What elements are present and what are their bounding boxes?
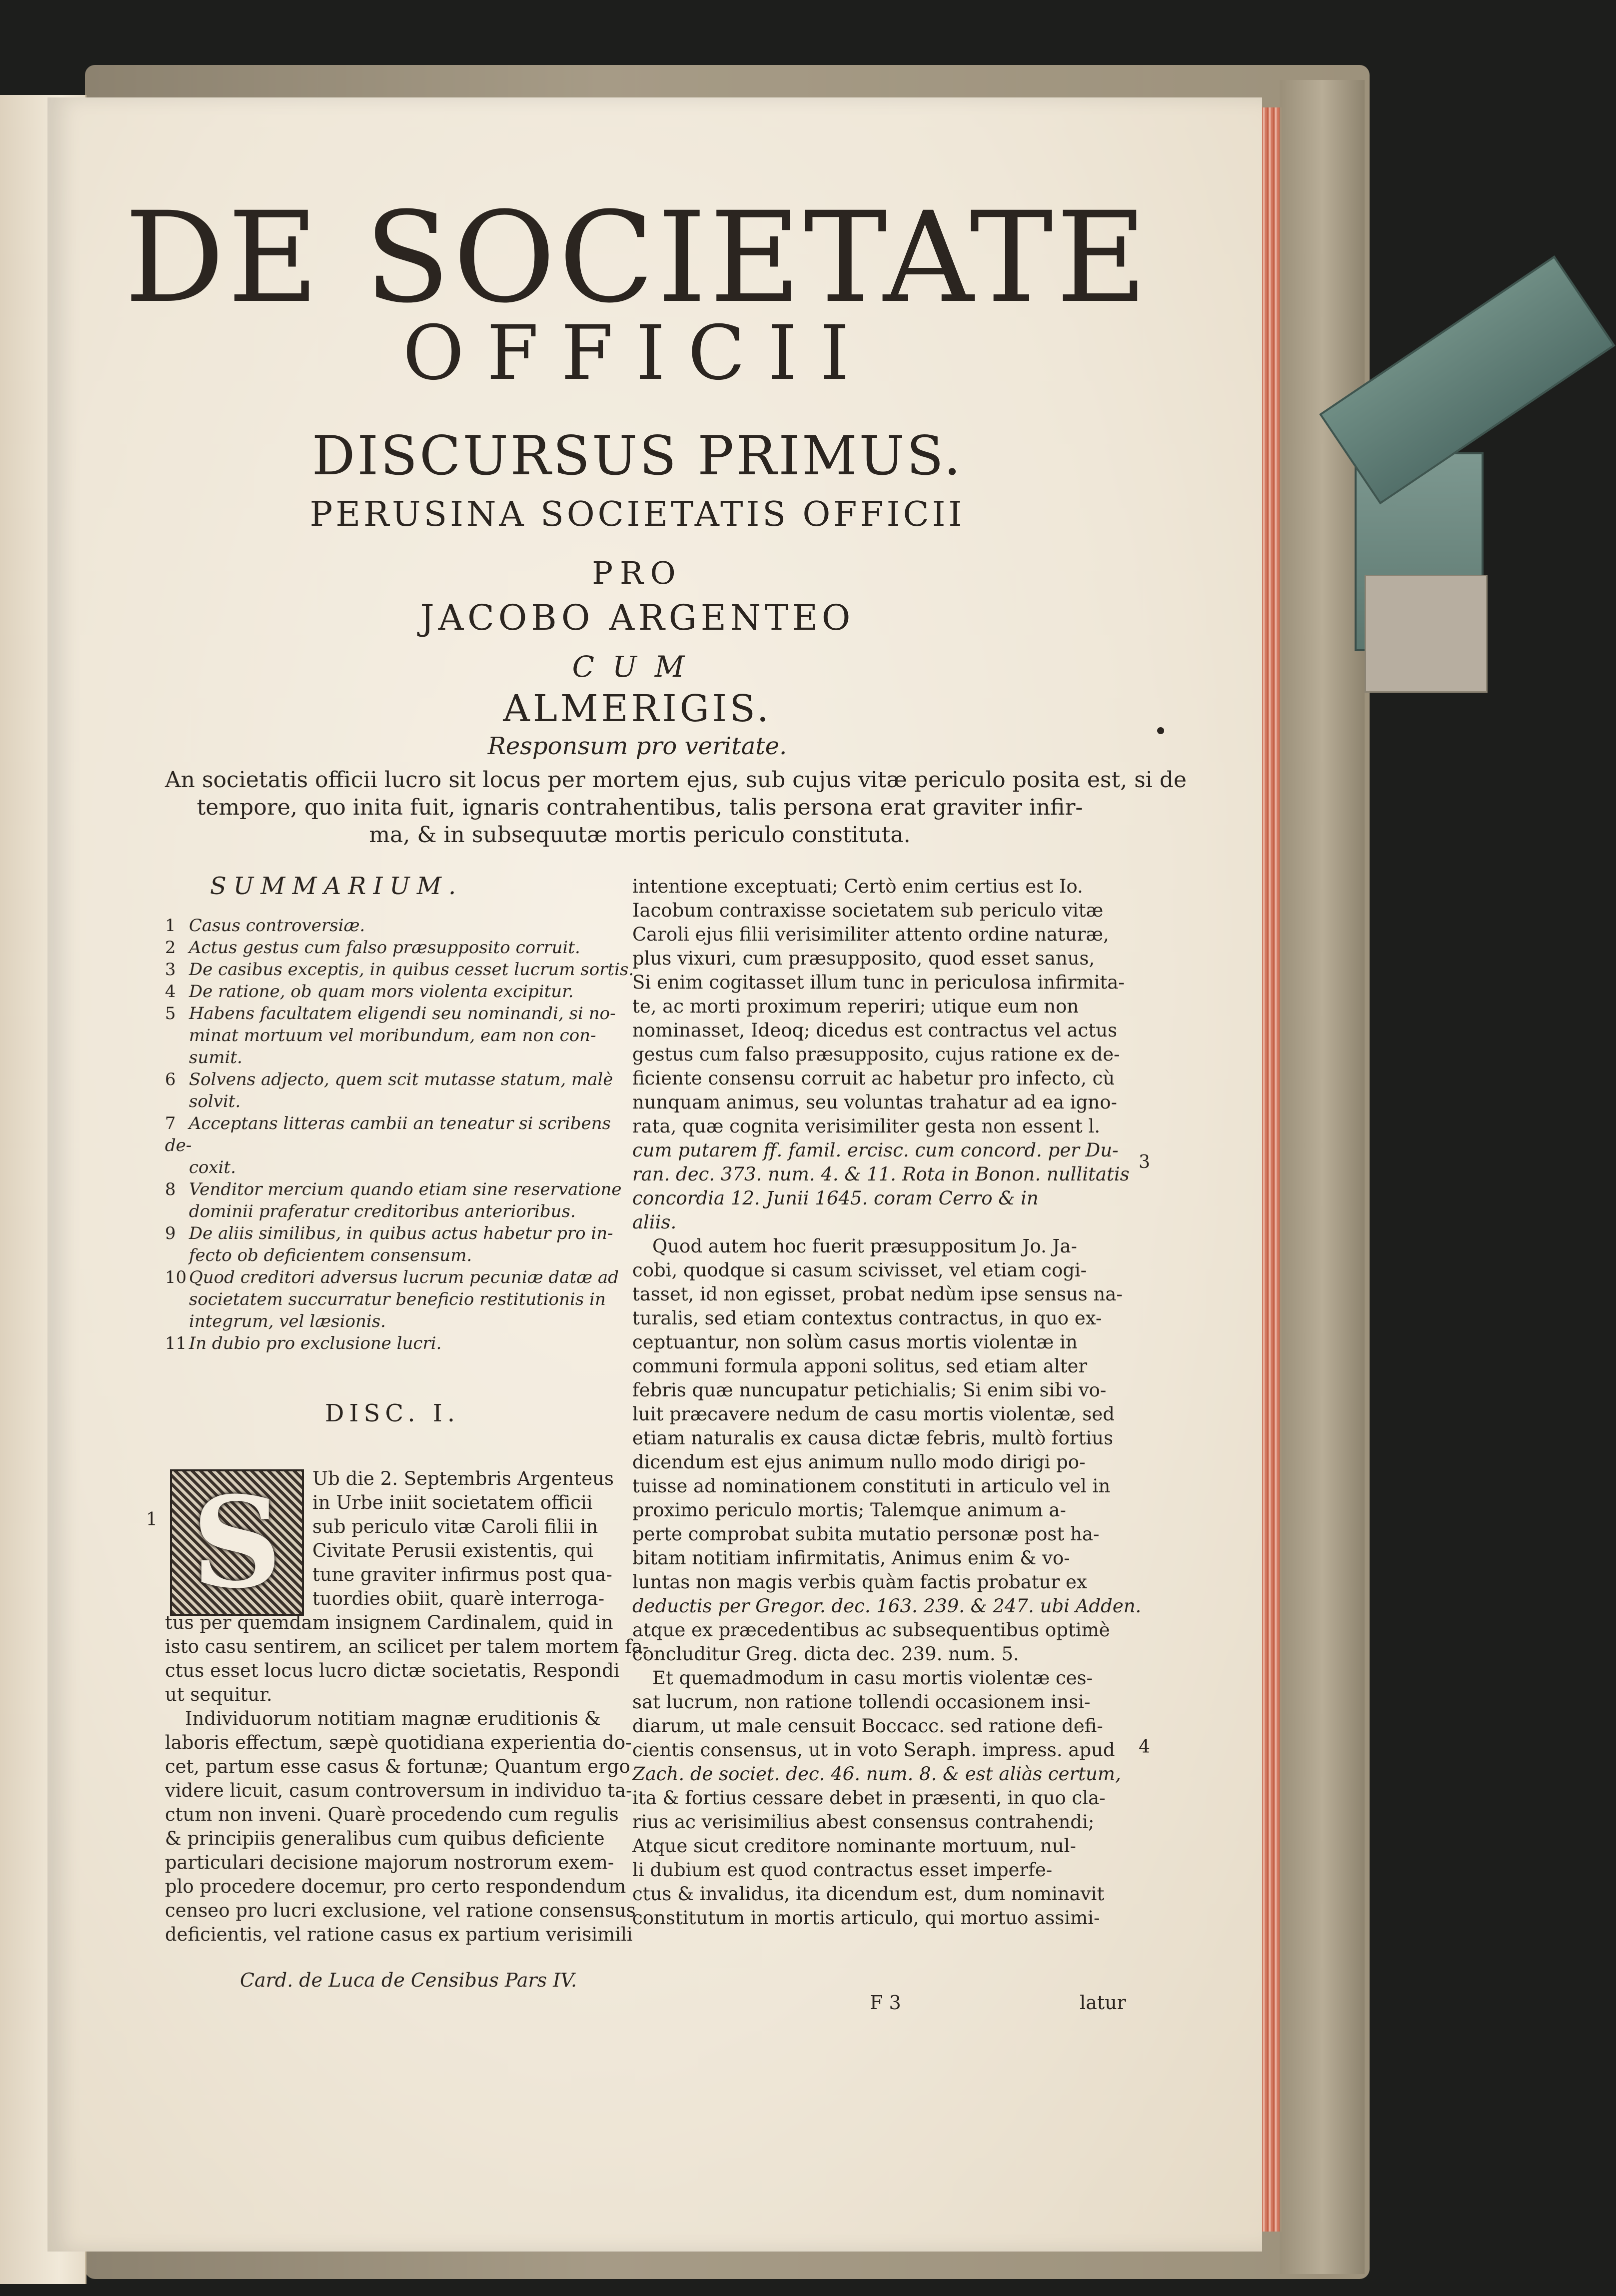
question-line-1: An societatis officii lucro sit locus per mortem ejus, sub cujus vitæ periculo posita est, si de — [165, 767, 1187, 793]
text-line: Individuorum notitiam magnæ eruditionis & — [185, 1708, 601, 1729]
margin-number-3: 3 — [1139, 1152, 1150, 1172]
text-line: communi formula apponi solitus, sed etiam alter — [632, 1355, 1088, 1377]
text-line: rata, quæ cognita verisimiliter gesta non essent l. — [632, 1116, 1101, 1137]
text-line: te, ac morti proximum reperiri; utique eum non — [632, 996, 1079, 1017]
text-line: atque ex præcedentibus ac subsequentibus optimè — [632, 1619, 1110, 1641]
summary-item — [165, 1266, 635, 1332]
text-line: febris quæ nuncupatur petichialis; Si enim sibi vo- — [632, 1379, 1107, 1401]
text-line: ficiente consensu corruit ac habetur pro infecto, cù — [632, 1068, 1115, 1089]
text-line: deductis per Gregor. dec. 163. 239. & 247. ubi Adden. — [632, 1595, 1142, 1617]
text-line: Civitate Perusii existentis, qui — [312, 1540, 594, 1561]
disc-body-text — [165, 1611, 649, 1947]
summary-item — [165, 981, 635, 1003]
item-text: Actus gestus cum falso præsupposito corruit. — [189, 938, 580, 958]
item-text: Solvens adjecto, quem scit mutasse statum, malè — [189, 1070, 613, 1090]
text-line: ut sequitur. — [165, 1684, 272, 1705]
text-line: etiam naturalis ex causa dictæ febris, multò fortius — [632, 1427, 1113, 1449]
question-line-3: ma, & in subsequutæ mortis periculo constituta. — [369, 822, 911, 848]
right-column-text — [632, 875, 1142, 1930]
text-line: concluditur Greg. dicta dec. 239. num. 5. — [632, 1643, 1019, 1665]
case-title: PERUSINA SOCIETATIS OFFICII — [309, 495, 965, 534]
item-text-cont: fecto ob deficientem consensum. — [189, 1245, 472, 1265]
text-line: cobi, quodque si casum scivisset, vel etiam cogi- — [632, 1259, 1087, 1281]
text-line: nunquam animus, seu voluntas trahatur ad ea igno- — [632, 1092, 1117, 1113]
text-line: perte comprobat subita mutatio personæ post ha- — [632, 1523, 1100, 1545]
disc-heading: DISC. I. — [325, 1399, 460, 1427]
item-number: 4 — [165, 982, 176, 1002]
text-line: Quod autem hoc fuerit præsuppositum Jo. Ja- — [652, 1235, 1077, 1257]
text-line: isto casu sentirem, an scilicet per talem mortem fa- — [165, 1636, 649, 1657]
text-line: intentione exceptuati; Certò enim certius est Io. — [632, 876, 1083, 897]
text-line: ctum non inveni. Quarè procedendo cum regulis — [165, 1804, 619, 1825]
item-text: De casibus exceptis, in quibus cesset lucrum sortis. — [189, 960, 634, 980]
text-line: proximo periculo mortis; Talemque animum a- — [632, 1499, 1066, 1521]
disc-indented-text — [312, 1467, 637, 1611]
text-line: ctus esset locus lucro dictæ societatis, Respondi — [165, 1660, 620, 1681]
item-text-cont: sumit. — [189, 1048, 242, 1068]
text-line: aliis. — [632, 1211, 677, 1233]
text-line: tuisse ad nominationem constituti in articulo vel in — [632, 1475, 1111, 1497]
margin-number-4: 4 — [1139, 1737, 1150, 1757]
item-number: 5 — [165, 1004, 176, 1024]
summary-item — [165, 1178, 635, 1222]
catchword: latur — [1080, 1992, 1126, 2014]
text-line: ita & fortius cessare debet in præsenti, in quo cla- — [632, 1787, 1106, 1809]
text-line: ran. dec. 373. num. 4. & 11. Rota in Bonon. nullitatis — [632, 1163, 1130, 1185]
item-text-cont: coxit. — [189, 1157, 236, 1177]
text-line: plo procedere docemur, pro certo respondendum — [165, 1876, 626, 1897]
text-line: plus vixuri, cum præsupposito, quod esset sanus, — [632, 948, 1095, 969]
text-line: Iacobum contraxisse societatem sub periculo vitæ — [632, 900, 1104, 921]
text-line: tasset, id non egisset, probat nedùm ipse sensus na- — [632, 1283, 1123, 1305]
item-text: Acceptans litteras cambii an teneatur si scribens de- — [165, 1114, 611, 1155]
text-line: Zach. de societ. dec. 46. num. 8. & est aliàs certum, — [632, 1763, 1121, 1785]
text-line: turalis, sed etiam contextus contractus, in quo ex- — [632, 1307, 1102, 1329]
pro-label: PRO — [592, 555, 683, 591]
text-line: cet, partum esse casus & fortunæ; Quantum ergo — [165, 1756, 630, 1777]
question-line-2: tempore, quo inita fuit, ignaris contrahentibus, talis persona erat graviter infir- — [196, 795, 1083, 820]
text-line: cientis consensus, ut in voto Seraph. impress. apud — [632, 1739, 1115, 1761]
summary-item — [165, 1113, 635, 1178]
text-line: li dubium est quod contractus esset imperfe- — [632, 1859, 1053, 1881]
item-number: 1 — [165, 916, 176, 936]
item-number: 3 — [165, 960, 176, 980]
text-line: ceptuantur, non solùm casus mortis violentæ in — [632, 1331, 1078, 1353]
text-line: constitutum in mortis articulo, qui mortuo assimi- — [632, 1907, 1100, 1929]
summary-item — [165, 937, 635, 959]
item-number: 10 — [165, 1267, 187, 1287]
text-line: sub periculo vitæ Caroli filii in — [312, 1516, 598, 1537]
text-line: particulari decisione majorum nostrorum exem- — [165, 1852, 614, 1873]
text-line: gestus cum falso præsupposito, cujus ratione ex de- — [632, 1044, 1120, 1065]
title-line-1: DE SOCIETATE — [124, 185, 1151, 330]
item-text: Quod creditori adversus lucrum pecuniæ datæ ad — [189, 1267, 619, 1287]
text-line: tuordies obiit, quarè interroga- — [312, 1588, 605, 1609]
summary-item — [165, 1069, 635, 1113]
text-line: sat lucrum, non ratione tollendi occasionem insi- — [632, 1691, 1091, 1713]
item-text: Habens facultatem eligendi seu nominandi, si no- — [189, 1004, 616, 1024]
text-line: bitam notitiam infirmitatis, Animus enim & vo- — [632, 1547, 1070, 1569]
party-2: ALMERIGIS. — [503, 687, 772, 730]
summary-item — [165, 1222, 635, 1266]
title-line-2: OFFICII — [402, 310, 872, 397]
item-number: 9 — [165, 1223, 176, 1243]
cum-label: CUM — [572, 650, 703, 684]
summary-item — [165, 1332, 635, 1354]
text-line: concordia 12. Junii 1645. coram Cerro & in — [632, 1187, 1039, 1209]
text-line: tune graviter infirmus post qua- — [312, 1564, 612, 1585]
text-line: Et quemadmodum in casu mortis violentæ ces- — [652, 1667, 1093, 1689]
summary-item — [165, 915, 635, 937]
text-line: diarum, ut male censuit Boccacc. sed ratione defi- — [632, 1715, 1103, 1737]
summary-item — [165, 959, 635, 981]
item-number: 2 — [165, 938, 176, 958]
item-text-cont: societatem succurratur beneficio restitutionis in — [189, 1289, 606, 1309]
initial-letter: S — [191, 1469, 282, 1616]
response-line: Responsum pro veritate. — [487, 732, 787, 760]
item-text: De ratione, ob quam mors violenta excipitur. — [189, 982, 574, 1002]
item-text: In dubio pro exclusione lucri. — [189, 1333, 442, 1353]
text-line: Ub die 2. Septembris Argenteus — [312, 1468, 614, 1489]
text-line: luntas non magis verbis quàm factis probatur ex — [632, 1571, 1087, 1593]
item-number: 7 — [165, 1114, 176, 1134]
text-line: & principiis generalibus cum quibus deficiente — [165, 1828, 605, 1849]
text-line: luit præcavere nedum de casu mortis violentæ, sed — [632, 1403, 1115, 1425]
text-line: ctus & invalidus, ita dicendum est, dum nominavit — [632, 1883, 1105, 1905]
margin-number-1: 1 — [146, 1509, 157, 1530]
item-text-cont: minat mortuum vel moribundum, eam non con- — [189, 1026, 596, 1046]
item-text: Casus controversiæ. — [189, 916, 365, 936]
text-line: censeo pro lucri exclusione, vel ratione consensus — [165, 1900, 636, 1921]
title-line-3: DISCURSUS PRIMUS. — [311, 425, 963, 487]
party-1: JACOBO ARGENTEO — [420, 597, 855, 638]
summary-item — [165, 1003, 635, 1069]
text-line: in Urbe iniit societatem officii — [312, 1492, 593, 1513]
text-line: videre licuit, casum controversum in individuo ta- — [165, 1780, 632, 1801]
text-line: laboris effectum, sæpè quotidiana experientia do- — [165, 1732, 632, 1753]
text-line: nominasset, Ideoq; dicedus est contractus vel actus — [632, 1020, 1117, 1041]
text-line: dicendum est ejus animum nullo modo dirigi po- — [632, 1451, 1086, 1473]
text-line: Atque sicut creditore nominante mortuum, nul- — [632, 1835, 1076, 1857]
running-footer: Card. de Luca de Censibus Pars IV. — [240, 1969, 577, 1991]
text-line: tus per quemdam insignem Cardinalem, quid in — [165, 1612, 613, 1633]
text-line: Caroli ejus filii verisimiliter attento ordine naturæ, — [632, 924, 1109, 945]
item-number: 6 — [165, 1070, 176, 1090]
item-text: Venditor mercium quando etiam sine reservatione — [189, 1179, 622, 1199]
decorated-initial — [170, 1469, 304, 1616]
summary-list — [165, 915, 635, 1354]
summary-heading: SUMMARIUM. — [210, 872, 463, 900]
text-line: rius ac verisimilius abest consensus contrahendi; — [632, 1811, 1095, 1833]
item-text-cont: integrum, vel læsionis. — [189, 1311, 386, 1331]
item-number: 8 — [165, 1179, 176, 1199]
item-text-cont: dominii praferatur creditoribus anterioribus. — [189, 1201, 576, 1221]
item-number: 11 — [165, 1333, 187, 1353]
clasp-pad — [1365, 575, 1488, 693]
item-text-cont: solvit. — [189, 1092, 241, 1112]
signature-mark: F 3 — [870, 1992, 901, 2014]
text-line: cum putarem ff. famil. ercisc. cum concord. per Du- — [632, 1140, 1119, 1161]
text-line: Si enim cogitasset illum tunc in periculosa infirmita- — [632, 972, 1125, 993]
text-line: deficientis, vel ratione casus ex partium verisimili — [165, 1924, 633, 1945]
margin-dot — [1157, 727, 1164, 734]
item-text: De aliis similibus, in quibus actus habetur pro in- — [189, 1223, 613, 1243]
